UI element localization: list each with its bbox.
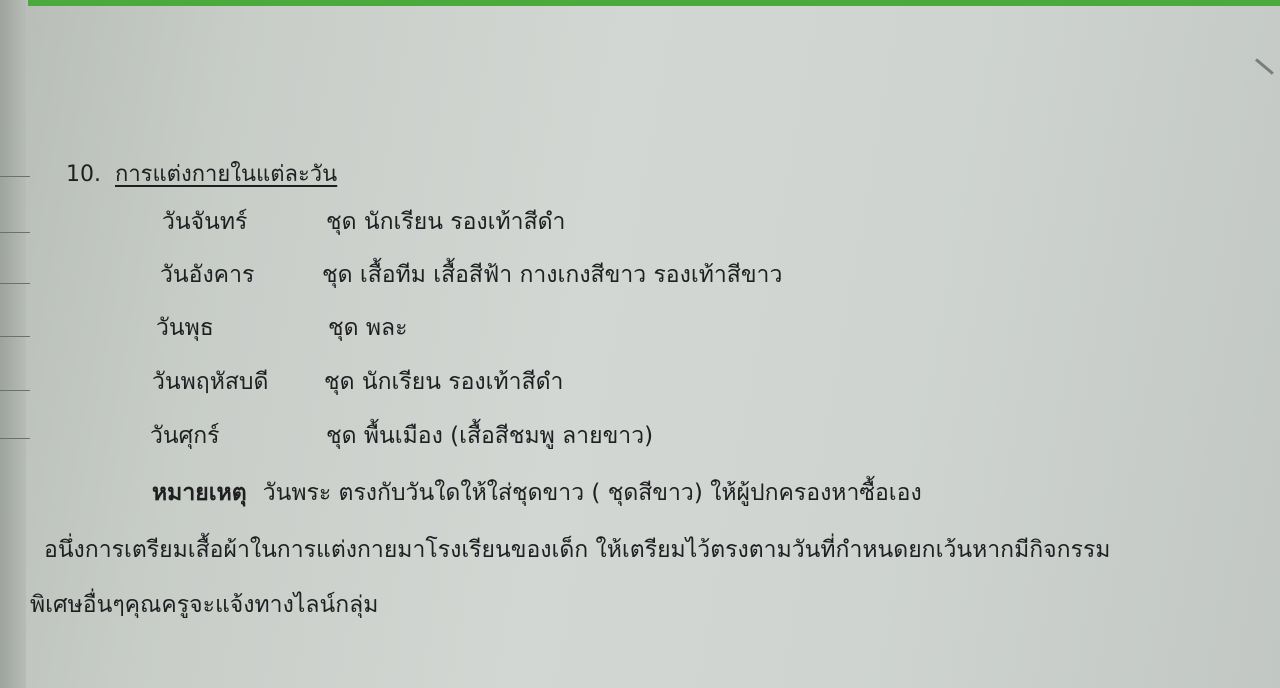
green-border-strip xyxy=(28,0,1280,6)
section-number: 10. xyxy=(66,162,101,187)
margin-tick xyxy=(0,176,30,177)
margin-tick xyxy=(0,390,30,391)
outfit-text: ชุด นักเรียน รองเท้าสีดำ xyxy=(326,209,566,235)
outfit-text: ชุด เสื้อทีม เสื้อสีฟ้า กางเกงสีขาว รองเท้าสีขาว xyxy=(322,262,783,288)
margin-tick xyxy=(0,336,30,337)
margin-tick xyxy=(0,438,30,439)
day-label: วันอังคาร xyxy=(160,262,255,288)
day-label: วันพฤหัสบดี xyxy=(152,369,269,395)
page-edge-shadow xyxy=(0,0,26,688)
note-label: หมายเหตุ xyxy=(152,480,247,506)
day-label: วันศุกร์ xyxy=(150,423,220,449)
section-title: การแต่งกายในแต่ละวัน xyxy=(115,162,338,187)
section-heading xyxy=(66,160,337,190)
day-label: วันจันทร์ xyxy=(162,209,248,235)
paragraph-line-2: พิเศษอื่นๆคุณครูจะแจ้งทางไลน์กลุ่ม xyxy=(30,592,379,618)
outfit-text: ชุด นักเรียน รองเท้าสีดำ xyxy=(324,369,564,395)
paragraph-line-1: อนึ่งการเตรียมเสื้อผ้าในการแต่งกายมาโรงเรียนของเด็ก ให้เตรียมไว้ตรงตามวันที่กำหนดยกเว้นหากมีกิจกรรม xyxy=(44,537,1111,563)
note-line xyxy=(152,476,922,510)
outfit-text: ชุด พละ xyxy=(328,315,408,341)
corner-mark xyxy=(1255,58,1274,74)
margin-tick xyxy=(0,232,30,233)
outfit-text: ชุด พื้นเมือง (เสื้อสีชมพู ลายขาว) xyxy=(326,423,654,449)
margin-tick xyxy=(0,283,30,284)
note-text: วันพระ ตรงกับวันใดให้ใส่ชุดขาว ( ชุดสีขาว) ให้ผู้ปกครองหาซื้อเอง xyxy=(262,480,922,506)
day-label: วันพุธ xyxy=(156,315,214,341)
